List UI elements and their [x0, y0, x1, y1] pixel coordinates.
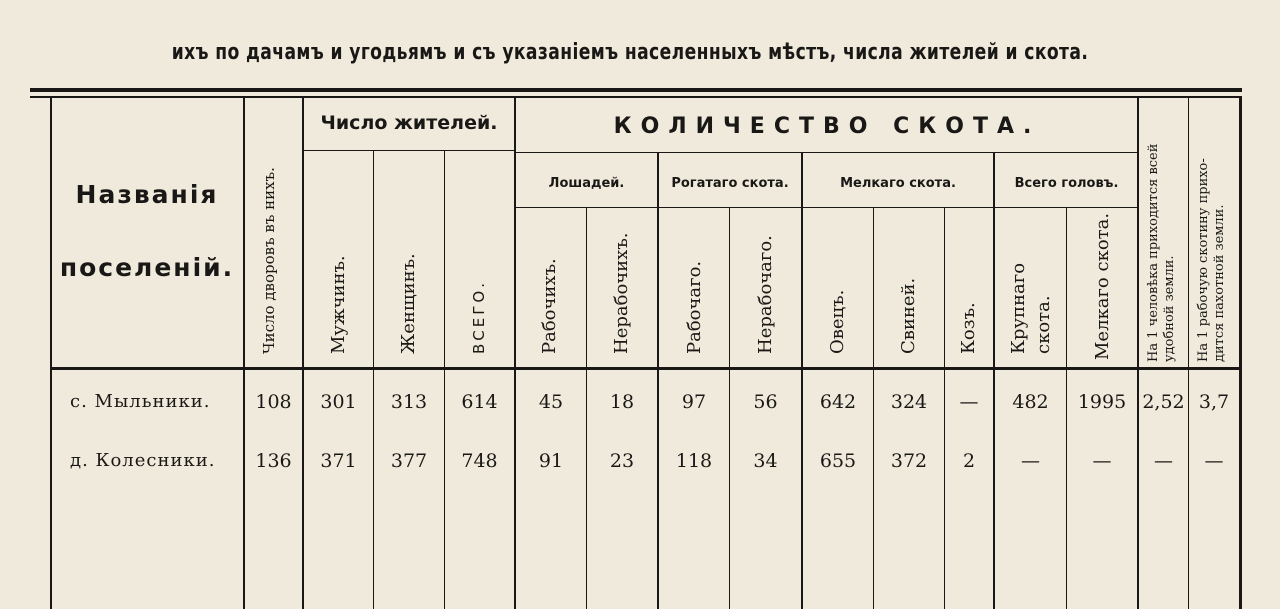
cell-large-livestock: 482: [1012, 391, 1049, 413]
col-rule: [243, 96, 245, 609]
names-header-line1: Названія: [75, 180, 219, 209]
livestock-subrule: [516, 152, 1138, 153]
col-rule: [1188, 96, 1189, 609]
cell-large-livestock: —: [1021, 450, 1040, 472]
page-caption: ихъ по дачамъ и угодьямъ и съ указаніемъ населенныхъ мѣстъ, числа жителей и скота.: [171, 40, 1089, 65]
all-heads-group-header: Всего головъ.: [1014, 176, 1119, 191]
per-person-col-header-line1: На 1 человѣка приходится всей: [1146, 143, 1161, 362]
cell-land-per-person: —: [1154, 450, 1173, 472]
cell-cattle-nonworking: 34: [753, 450, 778, 472]
cell-land-per-animal: 3,7: [1198, 391, 1230, 413]
men-col-header: Мужчинъ.: [328, 255, 349, 354]
header-bottom-rule: [52, 367, 1242, 370]
col-rule: [444, 150, 445, 609]
large-livestock-col-header-line2: скота.: [1033, 295, 1054, 354]
cell-horses-working: 45: [538, 391, 564, 413]
col-rule: [50, 96, 52, 609]
cell-households: 108: [255, 391, 292, 413]
subgroups-subrule: [516, 207, 1138, 208]
cell-sheep: 655: [819, 450, 857, 472]
households-col-header: Число дворовъ въ нихъ.: [260, 167, 278, 354]
cell-horses-nonworking: 18: [609, 391, 635, 413]
cell-pigs: 324: [890, 391, 928, 413]
pigs-col-header: Свиней.: [898, 277, 919, 354]
large-livestock-col-header-line1: Крупнаго: [1008, 262, 1029, 354]
cattle-group-header: Рогатаго скота.: [671, 176, 789, 191]
cell-men: 371: [320, 450, 357, 472]
top-double-rule: [30, 88, 1242, 92]
cell-men: 301: [320, 391, 357, 413]
horses-working-col-header: Рабочихъ.: [539, 258, 560, 354]
small-livestock-group-header: Мелкаго скота.: [840, 176, 956, 191]
col-rule: [302, 96, 304, 609]
cell-small-livestock: 1995: [1077, 391, 1127, 413]
cattle-working-col-header: Рабочаго.: [684, 260, 705, 354]
small-livestock-total-col-header: Мелкаго скота.: [1092, 212, 1113, 360]
inhabitants-subrule: [304, 150, 514, 151]
cell-cattle-working: 97: [681, 391, 707, 413]
sheep-col-header: Овецъ.: [827, 289, 848, 354]
col-rule: [1239, 96, 1242, 609]
livestock-group-header: КОЛИЧЕСТВО СКОТА.: [613, 114, 1041, 139]
per-person-col-header-line2: удобной земли.: [1162, 255, 1177, 362]
inhabitants-group-header: Число жителей.: [320, 112, 498, 134]
cell-goats: —: [959, 391, 979, 413]
total-col-header: ВСЕГО.: [470, 280, 488, 354]
cell-small-livestock: —: [1092, 450, 1112, 472]
goats-col-header: Козъ.: [958, 302, 979, 354]
col-rule: [514, 96, 516, 609]
cell-pigs: 372: [890, 450, 928, 472]
settlement-name: д. Колесники.: [70, 450, 216, 471]
cell-cattle-nonworking: 56: [753, 391, 778, 413]
cattle-nonworking-col-header: Нерабочаго.: [755, 235, 776, 354]
cell-cattle-working: 118: [675, 450, 713, 472]
horses-nonworking-col-header: Нерабочихъ.: [611, 232, 632, 354]
col-rule: [993, 152, 995, 609]
cell-women: 313: [390, 391, 428, 413]
cell-goats: 2: [962, 450, 976, 472]
per-animal-col-header-line2: дится пахотной земли.: [1212, 204, 1227, 362]
top-rule-thin: [30, 96, 1242, 98]
cell-horses-working: 91: [538, 450, 564, 472]
cell-women: 377: [390, 450, 428, 472]
cell-households: 136: [255, 450, 292, 472]
cell-total: 748: [461, 450, 498, 472]
col-rule: [657, 152, 659, 609]
cell-sheep: 642: [819, 391, 857, 413]
per-animal-col-header-line1: На 1 рабочую скотину прихо-: [1196, 158, 1211, 362]
cell-land-per-person: 2,52: [1142, 391, 1185, 413]
cell-land-per-animal: —: [1204, 450, 1224, 472]
names-header-line2: поселеній.: [59, 253, 235, 282]
settlement-name: с. Мыльники.: [70, 391, 211, 412]
cell-horses-nonworking: 23: [609, 450, 635, 472]
col-rule: [373, 150, 374, 609]
col-rule: [1137, 96, 1139, 609]
women-col-header: Женщинъ.: [398, 253, 419, 354]
col-rule: [801, 152, 803, 609]
horses-group-header: Лошадей.: [548, 176, 625, 191]
cell-total: 614: [461, 391, 498, 413]
